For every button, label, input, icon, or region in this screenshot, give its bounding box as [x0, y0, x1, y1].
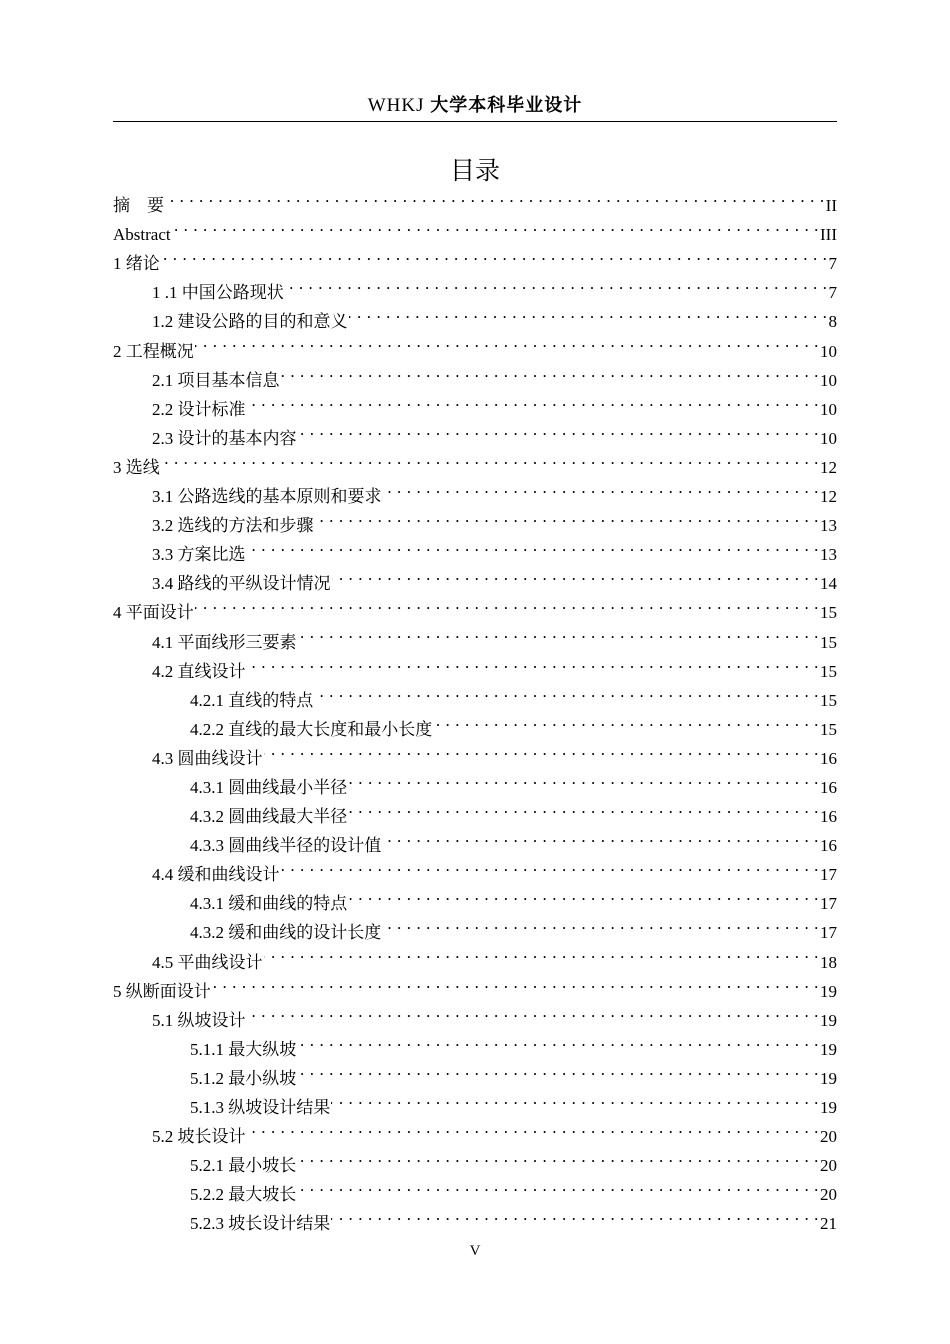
- toc-entry-page: 15: [820, 632, 837, 652]
- toc-dot-leader: [349, 298, 828, 327]
- toc-entry-page: 7: [828, 283, 837, 303]
- toc-entry-page: 17: [820, 865, 837, 885]
- toc-dot-leader: [195, 589, 819, 618]
- toc-dot-leader: [165, 182, 825, 211]
- toc-dot-leader: [247, 648, 820, 677]
- toc-entry-page: 16: [820, 748, 837, 768]
- toc-entry-label: 3.3 方案比选: [152, 545, 246, 565]
- toc-dot-leader: [348, 880, 819, 909]
- toc-dot-leader: [314, 677, 819, 706]
- toc-entry-label: 3 选线: [113, 457, 160, 477]
- toc-entry-label: 5.2 坡长设计: [152, 1127, 246, 1147]
- toc-entry-label: 4.3.1 圆曲线最小半径: [190, 777, 348, 797]
- toc-dot-leader: [281, 851, 820, 880]
- toc-entry-page: 13: [820, 516, 837, 536]
- toc-entry-label: 2 工程概况: [113, 341, 194, 361]
- toc-entry-page: 19: [820, 1010, 837, 1030]
- toc-entry-label: 5.1.1 最大纵坡: [190, 1039, 297, 1059]
- toc-entry[interactable]: [113, 211, 837, 245]
- toc-dot-leader: [161, 240, 828, 269]
- toc-dot-leader: [247, 386, 820, 415]
- header-title: 大学本科毕业设计: [430, 95, 583, 116]
- toc-entry-page: 19: [820, 1098, 837, 1117]
- toc-entry[interactable]: [113, 473, 837, 507]
- toc-dot-leader: [298, 415, 820, 444]
- toc-entry-page: 16: [820, 807, 837, 827]
- toc-entry-label: 4 平面设计: [113, 603, 194, 623]
- toc-entry-label: 5 纵断面设计: [113, 981, 211, 1001]
- toc-dot-leader: [212, 968, 819, 997]
- toc-entry[interactable]: [113, 968, 837, 1001]
- table-of-contents: [113, 182, 837, 1234]
- toc-entry-label: 3.1 公路选线的基本原则和要求: [152, 487, 382, 507]
- toc-dot-leader: [195, 327, 819, 356]
- toc-entry-page: 16: [820, 836, 837, 856]
- toc-entry-page: II: [825, 196, 837, 216]
- toc-entry-label: 4.3.3 圆曲线半径的设计值: [190, 836, 382, 856]
- toc-entry[interactable]: [113, 444, 837, 477]
- toc-entry-label: 1 .1 中国公路现状: [152, 283, 284, 303]
- toc-entry-page: 10: [820, 370, 837, 390]
- toc-dot-leader: [285, 269, 828, 298]
- toc-entry-page: 19: [820, 1039, 837, 1059]
- toc-dot-leader: [297, 1026, 819, 1055]
- toc-entry-page: 15: [820, 661, 837, 681]
- toc-dot-leader: [297, 1171, 819, 1200]
- toc-entry-label: 5.1.3 纵坡设计结果: [190, 1098, 331, 1117]
- toc-entry[interactable]: [113, 240, 837, 274]
- toc-entry-label: 1.2 建设公路的目的和意义: [152, 312, 348, 332]
- toc-entry-label: 5.1 纵坡设计: [152, 1010, 246, 1030]
- toc-entry-page: 15: [820, 603, 837, 623]
- toc-entry[interactable]: [113, 269, 837, 303]
- toc-entry-label: 5.2.3 坡长设计结果: [190, 1214, 331, 1234]
- toc-entry-label: 4.2.2 直线的最大长度和最小长度: [190, 719, 433, 739]
- toc-entry[interactable]: [113, 327, 837, 361]
- toc-dot-leader: [247, 1113, 820, 1142]
- toc-entry-page: III: [820, 225, 837, 245]
- toc-entry-label: 5.2.1 最小坡长: [190, 1156, 297, 1176]
- toc-entry-label: 4.3.2 圆曲线最大半径: [190, 807, 348, 827]
- toc-dot-leader: [298, 618, 820, 647]
- toc-entry[interactable]: [113, 357, 837, 390]
- toc-dot-leader: [264, 938, 820, 967]
- toc-entry-page: 7: [828, 254, 837, 274]
- toc-entry[interactable]: [113, 618, 837, 652]
- toc-entry-page: 15: [820, 719, 837, 739]
- toc-dot-leader: [247, 997, 820, 1026]
- toc-entry-label: 2.3 设计的基本内容: [152, 428, 297, 448]
- toc-dot-leader: [297, 1142, 819, 1171]
- toc-entry-page: 19: [820, 1068, 837, 1088]
- toc-entry-page: 13: [820, 545, 837, 565]
- toc-dot-leader: [315, 502, 820, 531]
- toc-entry-label: 4.2 直线设计: [152, 661, 246, 681]
- toc-dot-leader: [348, 793, 819, 822]
- toc-dot-leader: [161, 444, 819, 473]
- toc-dot-leader: [172, 211, 819, 240]
- toc-dot-leader: [382, 909, 819, 938]
- toc-entry-page: 18: [820, 952, 837, 972]
- page-number: V: [469, 1243, 481, 1259]
- header-school-code: WHKJ: [367, 95, 425, 116]
- toc-entry-label: 3.4 路线的平纵设计情况: [152, 574, 331, 594]
- toc-dot-leader: [383, 473, 820, 502]
- toc-entry-page: 16: [820, 777, 837, 797]
- toc-entry-page: 20: [820, 1156, 837, 1176]
- toc-dot-leader: [348, 764, 819, 793]
- toc-dot-leader: [247, 531, 820, 560]
- toc-entry-page: 20: [820, 1127, 837, 1147]
- toc-dot-leader: [264, 735, 820, 764]
- toc-entry-page: 15: [820, 690, 837, 710]
- toc-entry-label: 4.4 缓和曲线设计: [152, 865, 280, 885]
- toc-entry-label: 4.3.1 缓和曲线的特点: [190, 894, 348, 914]
- toc-entry-label: 4.3 圆曲线设计: [152, 748, 263, 768]
- toc-entry-page: 17: [820, 894, 837, 914]
- toc-entry-page: 14: [820, 574, 837, 594]
- toc-entry-page: 12: [820, 487, 837, 507]
- toc-entry-page: 10: [820, 428, 837, 448]
- toc-entry-label: 摘 要: [113, 196, 164, 216]
- toc-entry-label: 4.2.1 直线的特点: [190, 690, 314, 710]
- toc-entry-page: 10: [820, 341, 837, 361]
- toc-entry-label: 4.1 平面线形三要素: [152, 632, 297, 652]
- toc-dot-leader: [382, 822, 819, 851]
- toc-dot-leader: [281, 357, 820, 386]
- toc-dot-leader: [433, 706, 819, 735]
- toc-entry-label: 2.2 设计标准: [152, 399, 246, 419]
- toc-entry-page: 10: [820, 399, 837, 419]
- toc-entry-label: 4.5 平曲线设计: [152, 952, 263, 972]
- toc-entry-label: 3.2 选线的方法和步骤: [152, 516, 314, 536]
- page-header: [113, 92, 837, 122]
- toc-entry-page: 17: [820, 923, 837, 943]
- toc-entry-page: 8: [828, 312, 837, 332]
- toc-entry-page: 20: [820, 1185, 837, 1205]
- toc-entry-page: 12: [820, 457, 837, 477]
- toc-entry-page: 21: [820, 1214, 837, 1234]
- toc-entry-page: 19: [820, 981, 837, 1001]
- toc-entry-label: 2.1 项目基本信息: [152, 370, 280, 390]
- toc-entry[interactable]: [113, 589, 837, 623]
- toc-dot-leader: [332, 560, 820, 589]
- toc-entry-label: Abstract: [113, 225, 171, 245]
- toc-entry-label: 4.3.2 缓和曲线的设计长度: [190, 923, 382, 943]
- toc-entry-label: 5.2.2 最大坡长: [190, 1185, 297, 1205]
- toc-dot-leader: [297, 1055, 819, 1084]
- toc-entry[interactable]: [113, 997, 837, 1030]
- toc-entry-label: 1 绪论: [113, 254, 160, 274]
- toc-dot-leader: [331, 1084, 819, 1113]
- toc-dot-leader: [331, 1200, 819, 1229]
- toc-entry[interactable]: [113, 182, 837, 216]
- toc-title: 目录: [449, 156, 500, 185]
- toc-entry-label: 5.1.2 最小纵坡: [190, 1068, 297, 1088]
